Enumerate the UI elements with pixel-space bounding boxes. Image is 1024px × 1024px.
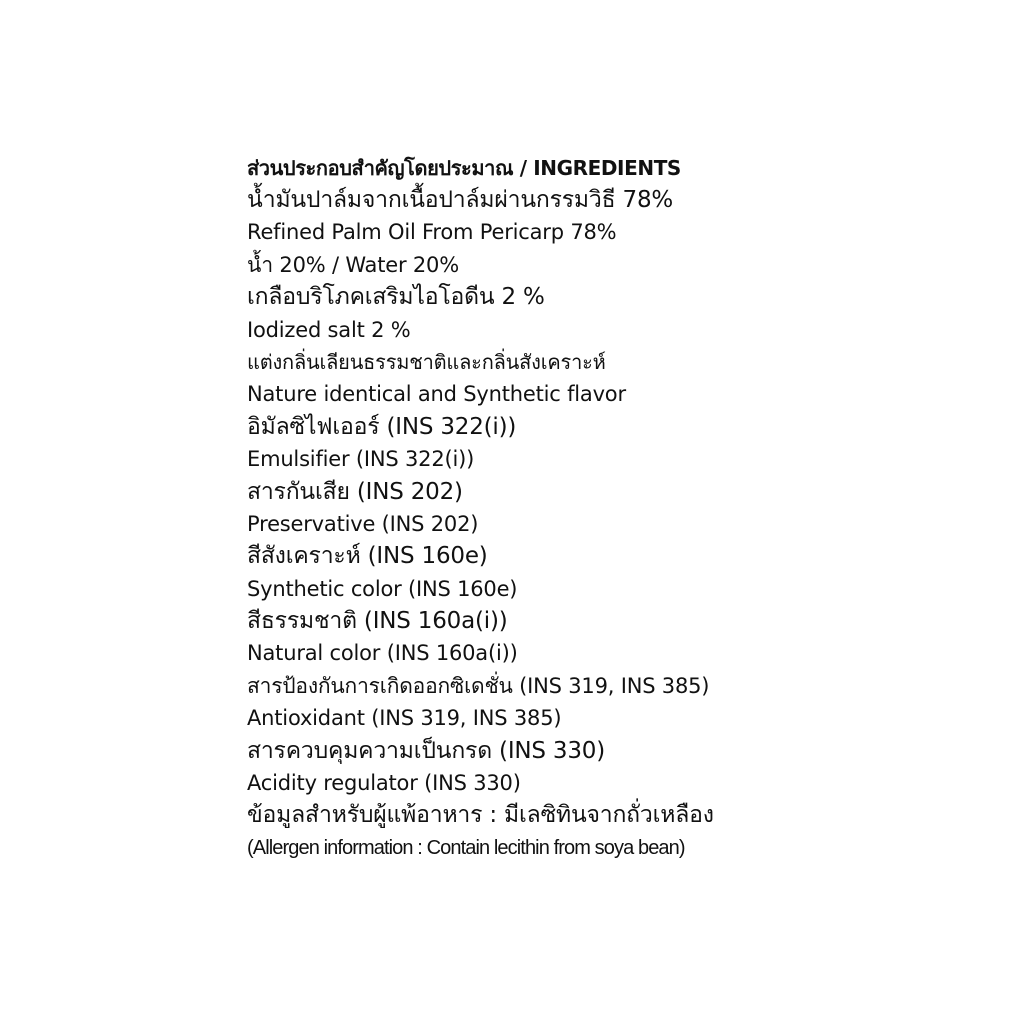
ingredient-line-preservative-en: Preservative (INS 202) <box>247 511 479 536</box>
ingredient-line-antioxidant-en: Antioxidant (INS 319, INS 385) <box>247 706 562 731</box>
ingredient-line-allergen-th: ข้อมูลสำหรับผู้แพ้อาหาร : มีเลซิทินจากถั่วเหลือง <box>247 802 714 829</box>
ingredient-line-synthetic-color-en: Synthetic color (INS 160e) <box>247 576 518 601</box>
ingredient-line-antioxidant-th: สารป้องกันการเกิดออกซิเดชั่น (INS 319, INS 385) <box>247 673 710 698</box>
ingredient-line-palm-oil-en: Refined Palm Oil From Pericarp 78% <box>247 220 617 245</box>
ingredient-line-preservative-th: สารกันเสีย (INS 202) <box>247 478 463 505</box>
ingredient-line-palm-oil-th: น้ำมันปาล์มจากเนื้อปาล์มผ่านกรรมวิธี 78% <box>247 187 674 213</box>
ingredients-label <box>247 152 767 864</box>
ingredient-line-natural-color-en: Natural color (INS 160a(i)) <box>247 641 518 666</box>
ingredient-line-salt-en: Iodized salt 2 % <box>247 317 411 342</box>
ingredient-line-flavor-th: แต่งกลิ่นเลียนธรรมชาติและกลิ่นสังเคราะห์ <box>247 349 606 374</box>
ingredient-line-salt-th: เกลือบริโภคเสริมไอโอดีน 2 % <box>247 284 545 311</box>
allergen-note: (Allergen information : Contain lecithin from soya bean) <box>247 836 685 859</box>
ingredient-list <box>247 184 767 832</box>
ingredient-line-acidity-th: สารควบคุมความเป็นกรด (INS 330) <box>247 737 605 764</box>
ingredient-line-flavor-en: Nature identical and Synthetic flavor <box>247 382 626 407</box>
ingredient-line-natural-color-th: สีธรรมชาติ (INS 160a(i)) <box>247 608 508 635</box>
ingredients-heading: ส่วนประกอบสำคัญโดยประมาณ / INGREDIENTS <box>247 156 681 180</box>
ingredient-line-water: น้ำ 20% / Water 20% <box>247 252 459 277</box>
ingredient-line-emulsifier-en: Emulsifier (INS 322(i)) <box>247 447 475 472</box>
ingredient-line-acidity-en: Acidity regulator (INS 330) <box>247 771 521 796</box>
ingredient-line-synthetic-color-th: สีสังเคราะห์ (INS 160e) <box>247 543 488 570</box>
ingredient-line-emulsifier-th: อิมัลซิไฟเออร์ (INS 322(i)) <box>247 413 517 440</box>
